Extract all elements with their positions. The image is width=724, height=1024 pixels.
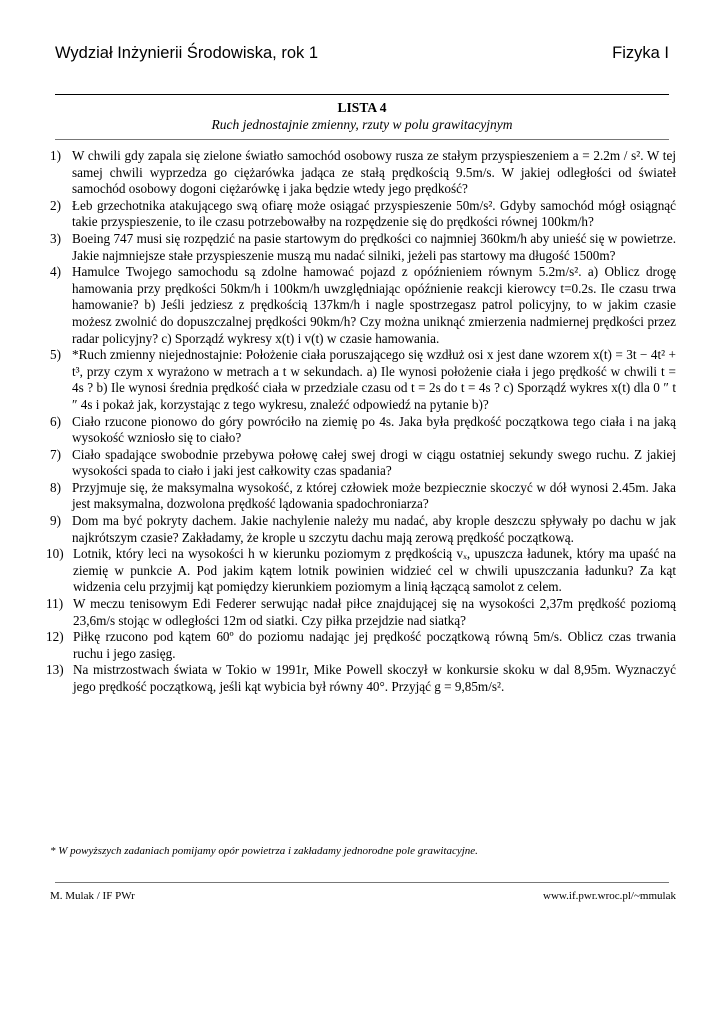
problem-number: 10) [46,546,64,562]
problem-number: 2) [50,197,61,213]
problem-item [50,231,676,264]
list-title: LISTA 4 [337,100,387,115]
footer-rule [55,882,669,883]
problem-text: W meczu tenisowym Edi Federer serwując nadał piłce znajdującej się na wysokości 2,37m prędkość poziomą 23,6m/s stojąc w odległości 12m od siatki. Czy piłka przejdzie nad siatką? [73,596,676,628]
problem-item [50,347,676,413]
list-subtitle: Ruch jednostajnie zmienny, rzuty w polu grawitacyjnym [211,117,513,132]
problem-item [50,513,676,546]
problem-list [46,148,676,696]
problem-number: 12) [46,629,64,645]
problem-number: 11) [46,596,64,612]
problem-item [50,264,676,347]
problem-number: 6) [50,413,61,429]
problem-item [46,546,676,596]
problem-text: Przyjmuje się, że maksymalna wysokość, z której człowiek może bezpiecznie skoczyć w dół wynosi 2.45m. Jaka jest maksymalna, dozwolona prędkość lądowania spadochroniarza? [72,479,676,512]
author: M. Mulak / IF PWr [50,890,135,902]
problem-number: 1) [50,148,61,163]
footnote: * W powyższych zadaniach pomijamy opór powietrza i zakładamy jednorodne pole grawitacyjne. [50,845,478,857]
page-header [55,44,669,68]
problem-text: *Ruch zmienny niejednostajnie: Położenie ciała poruszającego się wzdłuż osi x jest dane wzorem x(t) = 3t − 4t² + t³, przy czym x wyrażono w metrach a t w sekundach. a) Ile wynosi położenie ciała i jego prędkość w chwili t = 4s ? b) Ile wynosi średnia prędkość ciała w przedziale czasu od t = 2s do t = 4s ? c) Sporządź wykres x(t) dla 0 ″ t ″ 4s i pokaż jak, korzystając z tego wykresu, znaleźć odpowiedź na pytanie b)? [72,347,676,412]
faculty-title: Wydział Inżynierii Środowiska, rok 1 [55,44,319,62]
problem-text: Hamulce Twojego samochodu są zdolne hamować pojazd z opóźnieniem równym 5.2m/s². a) Oblicz drogę hamowania przy prędkości 50km/h i 100km/h uwzględniając opóźnienie reakcji kierowcy t=0.2s. Ile czasu trwa hamowanie? b) Jeśli jedziesz z prędkością 137km/h i nagle spostrzegasz patrol policyjny, to w jakim czasie możesz zwolnić do dopuszczalnej prędkości 90km/h? Czy można uniknąć zmierzenia nadmiernej prędkości przez radar policyjny? c) Sporządź wykresy x(t) i v(t) w czasie hamowania. [72,264,676,346]
problem-text: Dom ma być pokryty dachem. Jakie nachylenie należy mu nadać, aby krople deszczu spływały po dachu w jak najkrótszym czasie? Zakładamy, że krople u szczytu dachu mają zerową prędkość początkową. [72,513,676,545]
problem-number: 3) [50,230,61,246]
problem-text: Na mistrzostwach świata w Tokio w 1991r, Mike Powell skoczył w konkursie skoku w dal 8,95m. Wyznaczyć jego prędkość początkową, jeśli kąt wybicia był równy 40°. Przyjąć g = 9,85m/s². [73,662,676,694]
problem-number: 5) [50,347,61,363]
problem-number: 8) [50,479,61,495]
problem-item [46,662,676,695]
problem-item [50,148,676,198]
problem-item [46,629,676,662]
problem-text: Ciało spadające swobodnie przebywa połowę całej swej drogi w ciągu ostatniej sekundy swego ruchu. Z jakiej wysokości spada to ciało i jaki jest całkowity czas spadania? [72,446,676,479]
problem-number: 7) [50,446,61,462]
problem-text: Lotnik, który leci na wysokości h w kierunku poziomym z prędkością vₓ, upuszcza ładunek, który ma upaść na ziemię w punkcie A. Pod jakim kątem lotnik powinien widzieć cel w chwili upuszczania ładunku? Za kąt widzenia celu przyjmij kąt pomiędzy kierunkiem poziomym a linią łączącą samolot z celem. [73,546,676,595]
problem-text: W chwili gdy zapala się zielone światło samochód osobowy rusza ze stałym przyspieszeniem a = 2.2m / s². W tej samej chwili wyprzedza go ciężarówka jadąca ze stałą prędkością 9.5m/s. W jakiej odległości od świateł samochód osobowy dogoni ciężarówkę i jaka będzie wtedy jego prędkość? [72,148,676,197]
problem-number: 13) [46,662,64,678]
problem-item [50,447,676,480]
problem-text: Łeb grzechotnika atakującego swą ofiarę może osiągać przyspieszenie 50m/s². Gdyby samochód mógł osiągnąć takie przyspieszenie, to ile czasu potrzebowałby na rozpędzenie się do prędkości równej 100km/h? [72,197,676,230]
problem-text: Piłkę rzucono pod kątem 60º do poziomu nadając jej prędkość początkową równą 5m/s. Oblicz czas trwania ruchu i jego zasięg. [73,629,676,661]
problem-item [50,480,676,513]
author-website: www.if.pwr.wroc.pl/~mmulak [543,890,676,902]
problem-text: Boeing 747 musi się rozpędzić na pasie startowym do prędkości co najmniej 360km/h aby unieść się w powietrze. Jakie najmniejsze stałe przyspieszenie muszą mu nadać silniki, jeżeli pas startowy ma długość 1500m? [72,230,676,263]
problem-text: Ciało rzucone pionowo do góry powróciło na ziemię po 4s. Jaka była prędkość początkowa tego ciała i na jaką wysokość wzniosło się to ciało? [72,413,676,446]
course-title: Fizyka I [612,44,669,62]
header-rule [55,94,669,95]
problem-item [50,414,676,447]
problem-number: 9) [50,513,61,529]
problem-item [46,596,676,629]
title-rule [55,139,669,140]
problem-item [50,198,676,231]
problem-number: 4) [50,264,61,280]
